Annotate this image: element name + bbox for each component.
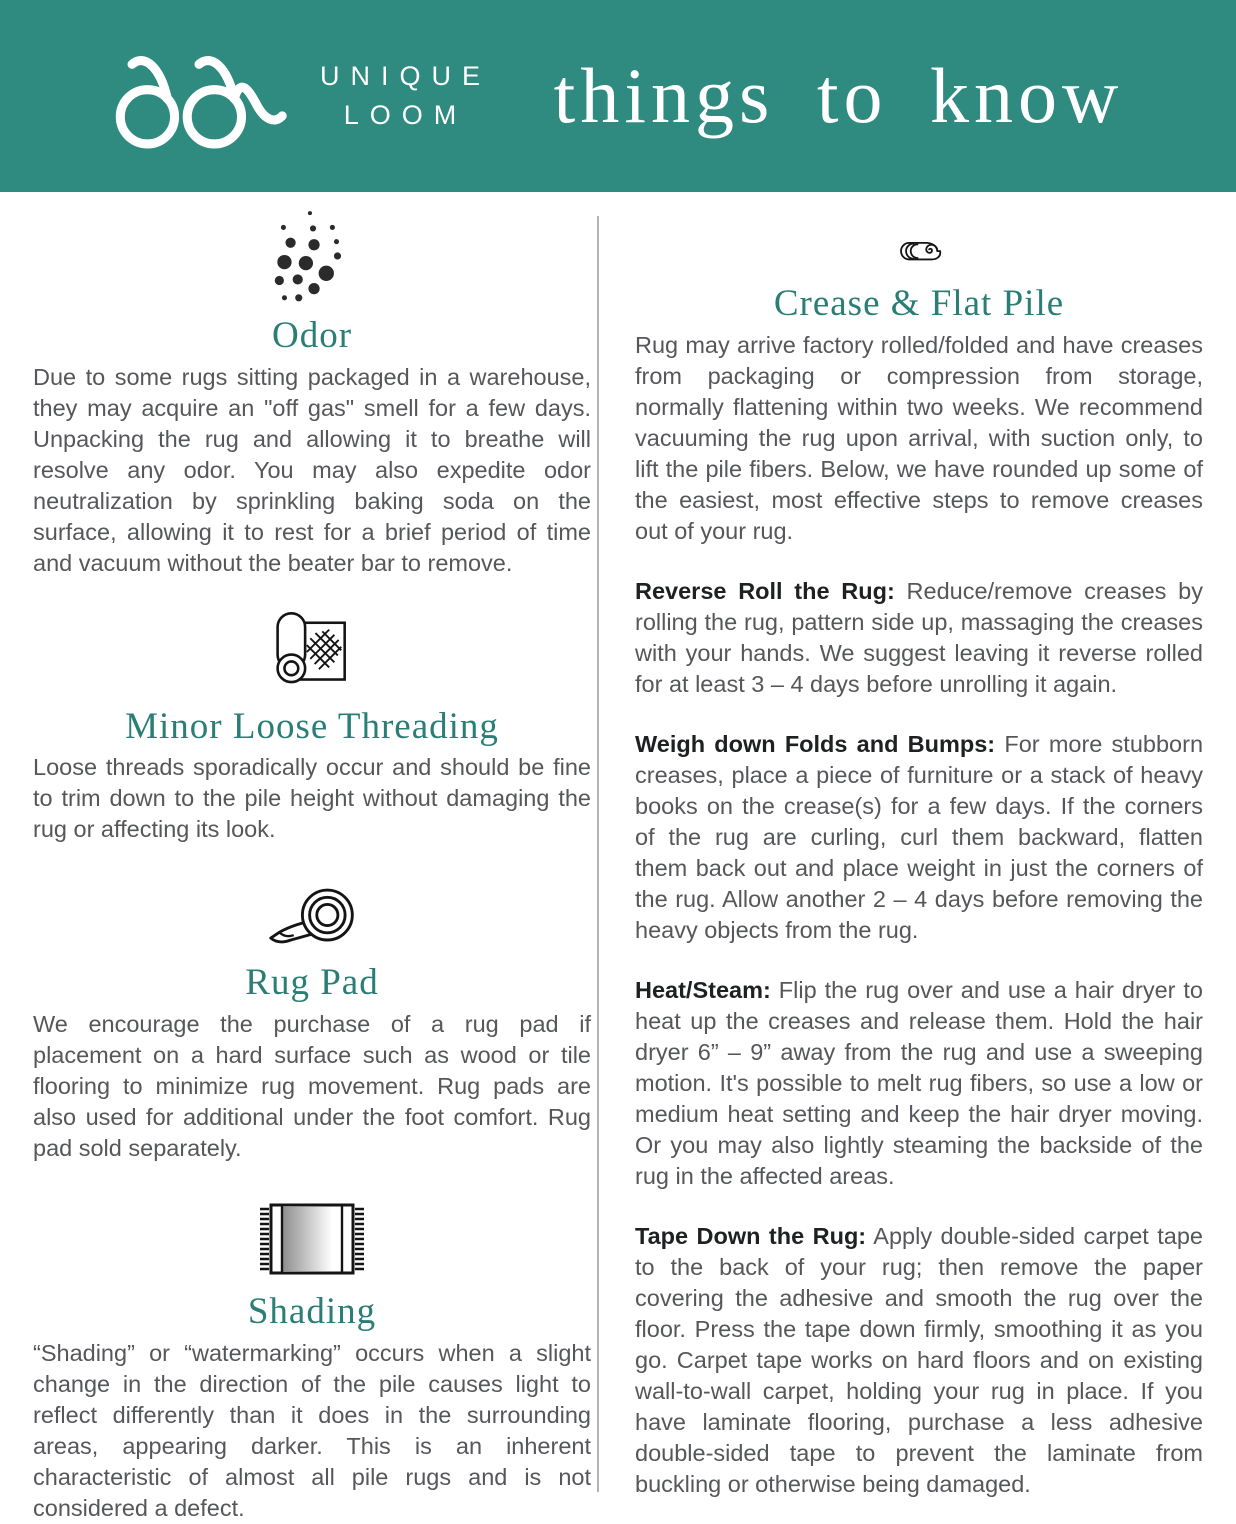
section-intro: Rug may arrive factory rolled/folded and have creases from packaging or compression from storage, normally flattening within two weeks. We recommend vacuuming the rug upon arrival, with suction only, to lift the pile fibers. Below, we have rounded up some of the easiest, most effective steps to remove creases out of your rug. (635, 332, 1203, 544)
brand-logo (104, 37, 491, 155)
right-column (599, 192, 1203, 1500)
odor-dots-icon (260, 206, 364, 308)
rug-pad-roll-icon (264, 881, 360, 951)
tip-label: Weigh down Folds and Bumps: (635, 731, 996, 757)
left-column (33, 192, 591, 1521)
section-heading: Crease & Flat Pile (773, 283, 1065, 325)
tip-label: Reverse Roll the Rug: (635, 578, 895, 604)
tip-reverse-roll (635, 576, 1203, 700)
page-title: things to know (553, 52, 1124, 139)
section-odor (33, 192, 591, 579)
rolled-rug-spiral-icon (858, 240, 980, 262)
section-shading (33, 1164, 591, 1524)
brand-line-2: LOOM (343, 100, 468, 130)
brand-name (320, 57, 491, 135)
tip-label: Tape Down the Rug: (635, 1223, 867, 1249)
section-body: We encourage the purchase of a rug pad if placement on a hard surface such as wood or tile flooring to minimize rug movement. Rug pads are also used for additional under the foot comfort. Rug pad sold separately. (33, 1011, 591, 1162)
content-area (0, 192, 1236, 1521)
section-rug-pad (33, 845, 591, 1164)
section-heading: Minor Loose Threading (125, 705, 499, 747)
tip-text: For more stubborn creases, place a piece of furniture or a stack of heavy books on the crease(s) for a few days. If the corners of the rug are curling, curl them backward, flatten them back out and place weight in just the corners of the rug. Allow another 2 – 4 days before removing the heavy objects from the rug. (635, 731, 1204, 943)
tip-weigh-down (635, 729, 1203, 946)
section-heading: Odor (271, 315, 353, 356)
section-body: Loose threads sporadically occur and should be fine to trim down to the pile height without damaging the rug or affecting its look. (33, 754, 591, 843)
shaded-rug-fringe-icon (257, 1200, 367, 1280)
header-band (0, 0, 1236, 192)
section-body: “Shading” or “watermarking” occurs when a slight change in the direction of the pile causes light to reflect differently than it does in the surrounding areas, appearing darker. This is an inherent characteristic of almost all pile rugs and is not considered a defect. (33, 1339, 591, 1521)
rolled-rug-crosshatch-icon (269, 609, 355, 695)
tip-text: Flip the rug over and use a hair dryer to heat up the creases and release them. Hold the hair dryer 6” – 9” away from the rug and use a sweeping motion. It's possible to melt rug fibers, so use a low or medium heat setting and keep the hair dryer moving. Or you may also lightly steaming the backside of the rug in the affected areas. (635, 977, 1204, 1189)
tip-heat-steam (635, 975, 1203, 1192)
section-body: Due to some rugs sitting packaged in a warehouse, they may acquire an "off gas" smell for a few days. Unpacking the rug and allowing it to breathe will resolve any odor. You may also expedite odor neutralization by sprinkling baking soda on the surface, allowing it to rest for a brief period of time and vacuum without the beater bar to remove. (33, 363, 591, 576)
tip-tape-down (635, 1221, 1203, 1500)
section-heading: Shading (247, 1291, 377, 1333)
unique-loom-logo-icon (104, 37, 294, 155)
tip-text: Apply double-sided carpet tape to the back of your rug; then remove the paper covering the adhesive and smooth the rug over the floor. Press the tape down firmly, smoothing it as you go. Carpet tape works on hard floors and on existing wall-to-wall carpet, holding your rug in place. If you have laminate flooring, purchase a less adhesive double-sided tape to prevent the laminate from buckling or otherwise being damaged. (635, 1223, 1203, 1497)
brand-line-1: UNIQUE (320, 60, 492, 91)
tip-label: Heat/Steam: (635, 977, 771, 1003)
tip-text: Reduce/remove creases by rolling the rug, pattern side up, massaging the creases with your hands. We suggest leaving it reverse rolled for at least 3 – 4 days before unrolling it again. (635, 578, 1203, 697)
section-minor-loose-threading (33, 579, 591, 846)
section-heading: Rug Pad (245, 962, 379, 1004)
